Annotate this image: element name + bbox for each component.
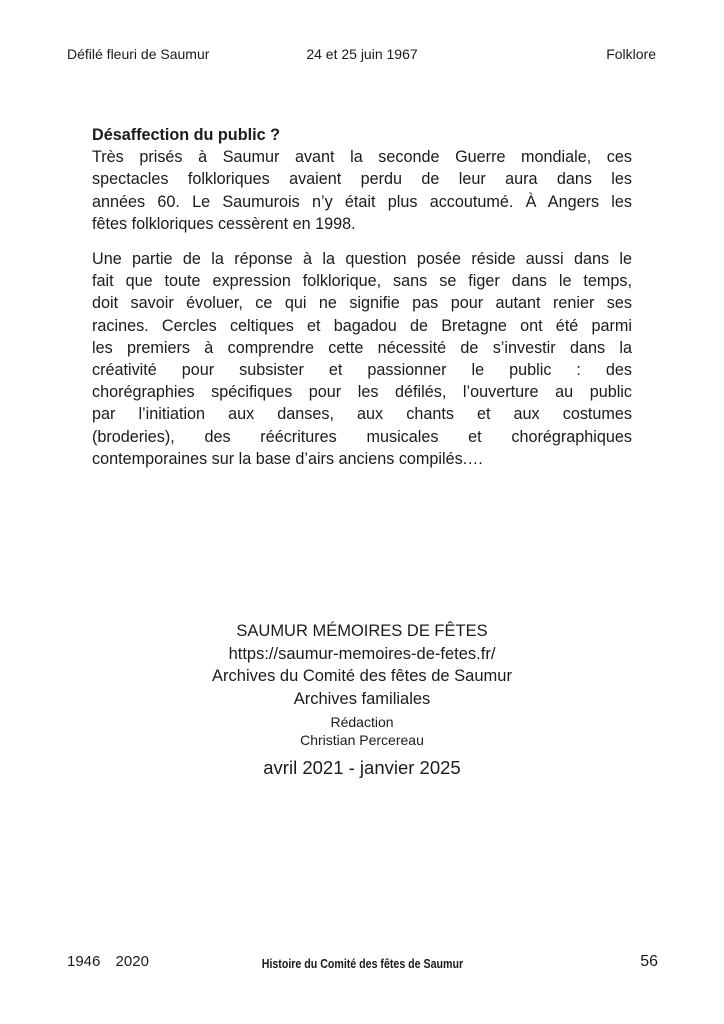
paragraph-2-line: (broderies), des réécritures musicales et chorégraphiques: [92, 427, 632, 446]
paragraph-2-line: créativité pour subsister et passionner le public : des: [92, 361, 632, 380]
article-body: [92, 124, 632, 470]
paragraph-1-line: années 60. Le Saumurois n’y était plus accoutumé. À Angers les: [92, 192, 632, 211]
date-range: avril 2021 - janvier 2025: [263, 757, 461, 778]
header-document-title: Défilé fleuri de Saumur: [67, 46, 210, 62]
paragraph-2-line: fait que toute expression folklorique, sans se figer dans le temps,: [92, 272, 632, 291]
paragraph-1-line: Très prisés à Saumur avant la seconde Guerre mondiale, ces: [92, 148, 632, 167]
redaction-label: Rédaction: [330, 714, 394, 730]
colophon-archives-comite: Archives du Comité des fêtes de Saumur: [212, 667, 512, 685]
paragraph-2: [92, 248, 632, 470]
paragraph-2-line: contemporaines sur la base d’airs anciens compilés.…: [92, 449, 484, 468]
colophon-title: SAUMUR MÉMOIRES DE FÊTES: [236, 622, 488, 640]
paragraph-2-line: les premiers à comprendre cette nécessité de s’investir dans la: [92, 338, 632, 357]
paragraph-2-line: doit savoir évoluer, ce qui ne signifie pas pour autant renier ses: [92, 294, 632, 313]
footer-book-title-text: Histoire du Comité des fêtes de Saumur: [261, 957, 463, 971]
website-url[interactable]: https://saumur-memoires-de-fetes.fr/: [228, 644, 496, 663]
footer-year-start: 1946: [67, 953, 101, 970]
colophon-credits: [0, 713, 724, 749]
footer-book-title: [0, 955, 724, 973]
section-heading: Désaffection du public ?: [92, 126, 280, 144]
paragraph-2-line: par l’initiation aux danses, aux chants et aux costumes: [92, 405, 632, 424]
paragraph-1-line: spectacles folkloriques avaient perdu de leur aura dans les: [92, 170, 632, 189]
header-category: Folklore: [606, 46, 656, 62]
colophon-archives-familiales: Archives familiales: [293, 689, 431, 708]
paragraph-2-line: Une partie de la réponse à la question posée réside aussi dans le: [92, 250, 632, 269]
page-number: 56: [640, 953, 658, 970]
paragraph-2-line: chorégraphies spécifiques pour les défilés, l’ouverture au public: [92, 383, 632, 402]
colophon-block: [0, 620, 724, 780]
footer-year-end: 2020: [115, 953, 149, 970]
paragraph-1-line: fêtes folkloriques cessèrent en 1998.: [92, 214, 356, 233]
author-name: Christian Percereau: [300, 732, 424, 748]
header-event-date: 24 et 25 juin 1967: [306, 46, 418, 62]
paragraph-2-line: racines. Cercles celtiques et bagadou de Bretagne ont été parmi: [92, 316, 632, 335]
paragraph-1: [92, 146, 632, 235]
